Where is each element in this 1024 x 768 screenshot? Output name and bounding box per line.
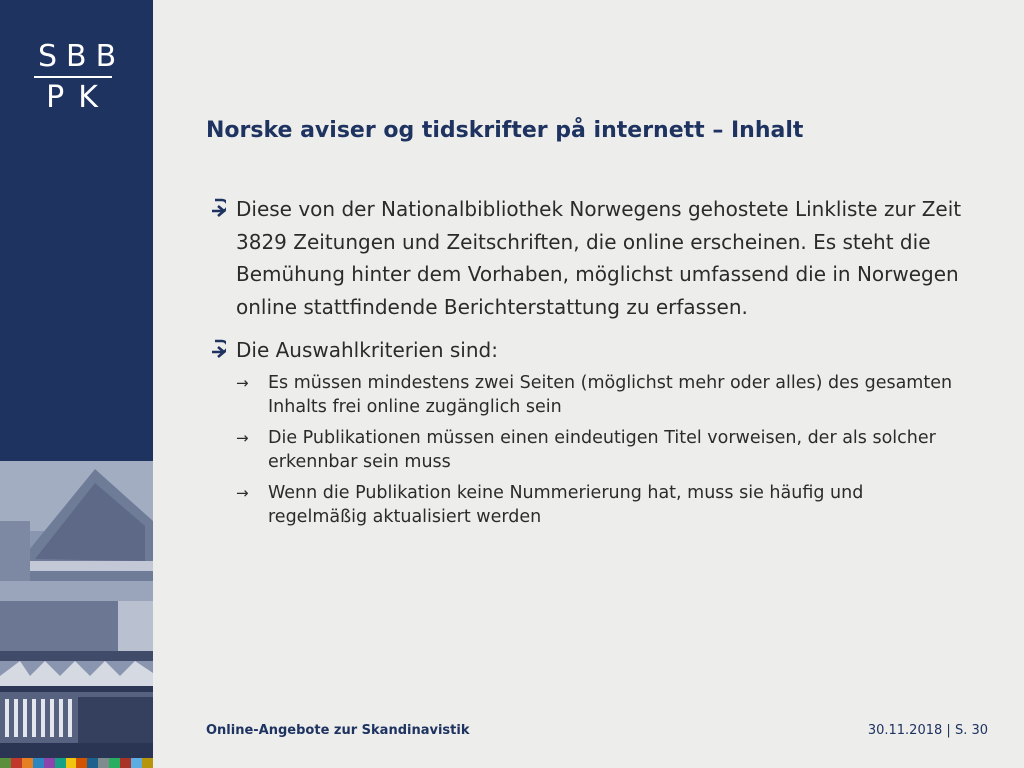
sub-bullet-item — [206, 481, 958, 529]
sbb-pk-logo — [30, 39, 126, 115]
small-right-arrow-icon: → — [236, 483, 249, 502]
bullet-item — [206, 334, 976, 367]
footer-separator: | — [946, 723, 951, 738]
footer-page-info — [868, 723, 988, 738]
logo-line-2: PK — [46, 80, 112, 115]
small-right-arrow-icon: → — [236, 428, 249, 447]
footer-title: Online-Angebote zur Skandinavistik — [206, 723, 470, 738]
bullet-item — [206, 193, 976, 323]
sub-bullet-item — [206, 426, 958, 474]
color-strip — [0, 758, 153, 768]
sub-bullet-text: Die Publikationen müssen einen eindeutigen Titel vorweisen, der als solcher erkennbar sein muss — [268, 427, 936, 472]
small-right-arrow-icon: → — [236, 373, 249, 392]
bullet-text: Diese von der Nationalbibliothek Norwegens gehostete Linkliste zur Zeit 3829 Zeitungen und Zeitschriften, die online erscheinen. Es steht die Bemühung hinter dem Vorhaben, möglichst umfassend die in Norwegen online stattfindende Berichterstattung zu erfassen. — [236, 197, 962, 319]
building-photo — [0, 461, 153, 758]
slide-content — [206, 193, 976, 536]
sub-bullet-text: Es müssen mindestens zwei Seiten (möglichst mehr oder alles) des gesamten Inhalts frei online zugänglich sein — [268, 372, 953, 417]
sub-bullet-text: Wenn die Publikation keine Nummerierung hat, muss sie häufig und regelmäßig aktualisiert werden — [268, 482, 864, 527]
sub-bullet-item — [206, 371, 958, 419]
bullet-text: Die Auswahlkriterien sind: — [236, 338, 498, 362]
footer-date: 30.11.2018 — [867, 723, 943, 738]
curved-right-arrow-icon — [206, 197, 226, 219]
slide-title: Norske aviser og tidskrifter på internett – Inhalt — [206, 118, 804, 143]
logo-line-1: SBB — [38, 39, 126, 74]
building-photo-graphic — [0, 461, 153, 758]
sidebar — [0, 0, 153, 768]
logo-rule — [34, 76, 112, 78]
curved-right-arrow-icon — [206, 338, 226, 360]
footer-page-number: S. 30 — [954, 723, 988, 738]
